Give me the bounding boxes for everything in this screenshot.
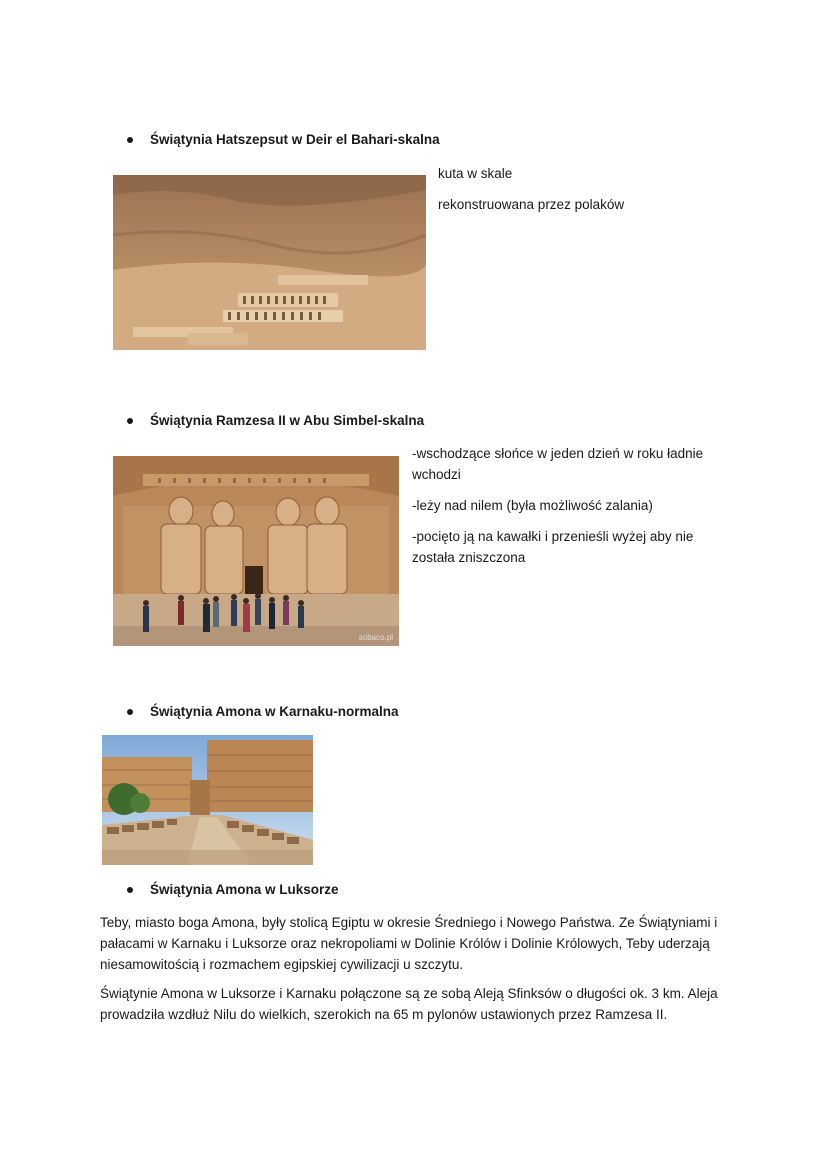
heading-ramzes: Świątynia Ramzesa II w Abu Simbel-skalna [150, 413, 425, 428]
heading-karnak: Świątynia Amona w Karnaku-normalna [150, 704, 399, 719]
photo-hatshepsut-temple [113, 175, 426, 350]
bullet-2 [127, 418, 133, 424]
bullet-4 [127, 887, 133, 893]
photo-karnak [102, 735, 313, 865]
note-hatszepsut-2: rekonstruowana przez polaków [438, 197, 625, 212]
paragraph-teby: Teby, miasto boga Amona, były stolicą Egiptu w okresie Średniego i Nowego Państwa. Ze Świątyniami i pałacami w Karnaku i Luksorze oraz nekropoliami w Dolinie Królów i Dolinie Królowych, Teby uderzają niesamowitością i rozmachem egipskiej cywilizacji u szczytu. [100, 915, 718, 972]
photo-abu-simbel [113, 456, 399, 646]
heading-hatszepsut: Świątynia Hatszepsut w Deir el Bahari-skalna [150, 132, 440, 147]
note-ramzes-1: -wschodzące słońce w jeden dzień w roku ładnie wchodzi [412, 446, 704, 482]
paragraph-aleja: Świątynie Amona w Luksorze i Karnaku połączone są ze sobą Aleją Sfinksów o długości ok. 3 km. Aleja prowadziła wzdłuż Nilu do wielkich, szerokich na 65 m pylonów ustawionych przez Ramzesa II. [100, 986, 718, 1022]
note-ramzes-2: -leży nad nilem (była możliwość zalania) [412, 498, 653, 513]
note-hatszepsut-1: kuta w skale [438, 166, 513, 181]
bullet-1 [127, 137, 133, 143]
photo-watermark: sobaco.pl [358, 633, 393, 642]
heading-luksor: Świątynia Amona w Luksorze [150, 882, 339, 897]
note-ramzes-3: -pocięto ją na kawałki i przenieśli wyżej aby nie została zniszczona [412, 529, 694, 565]
bullet-3 [127, 709, 133, 715]
